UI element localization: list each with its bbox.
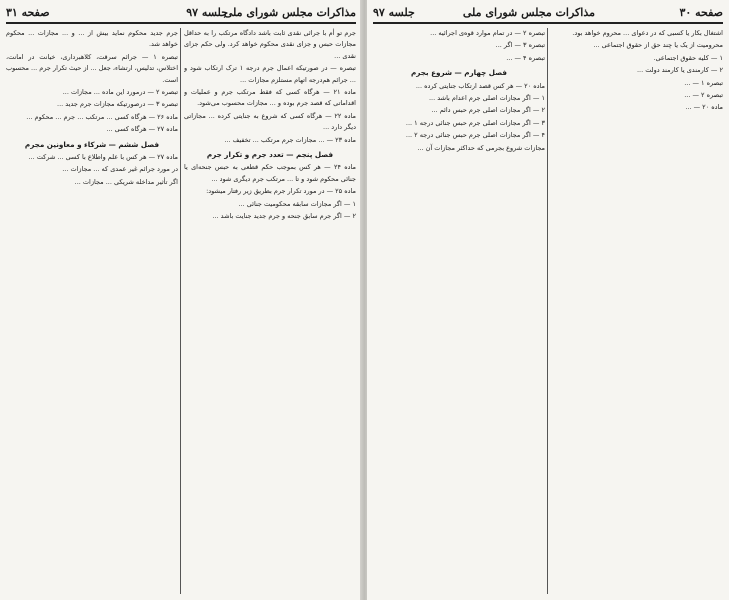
paragraph: تبصره ۲ — در تمام موارد قوه‌ی اجرائیه ... [430, 29, 545, 37]
paragraph: در مورد جرائم غیر عمدی که ... مجازات ... [62, 165, 178, 174]
paragraph: تبصره — در صورتیکه اعمال جرم درجه ۱ ترک ارتکاب شود و ... جرائم هم‌درجه اتهام مستلزم مجازات ... [184, 64, 356, 84]
paragraph: ماده ۲۲ — هرگاه کسی که شروع به جنایتی کرده ... مجازاتی دیگر دارد ... [184, 111, 356, 132]
paragraph: ماده ۲۷ — هرگاه کسی ... [106, 125, 178, 134]
text-column-left [6, 28, 178, 594]
page-31 [0, 0, 362, 600]
paragraph: مجازات شروع بجرمی که حداکثر مجازات آن ... [417, 143, 545, 152]
header-title: مذاکرات مجلس شورای ملی [223, 6, 356, 19]
text-column-right [551, 28, 723, 594]
paragraph: ۲ — کارمندی یا کارمند دولت ... [636, 66, 723, 75]
paragraph: محرومیت از یک یا چند حق از حقوق اجتماعی ... [593, 41, 723, 50]
paragraph: ماده ۲۳ — ... مجازات جرم مرتکب ... تخفیف ... [224, 135, 356, 144]
header-title: مذاکرات مجلس شورای ملی [462, 6, 595, 19]
page-30 [367, 0, 729, 600]
paragraph: ۲ — اگر جرم سابق جنحه و جرم جدید جنایت باشد ... [212, 212, 356, 221]
paragraph: تبصره ۴ — ... [506, 53, 545, 62]
paragraph: ۲ — اگر مجازات اصلی جرم حبس دائم ... [431, 106, 545, 115]
paragraph: ماده ۲۱ — هرگاه کسی که فقط مرتکب جرم و عملیات و اقداماتی که قصد جرم بوده و ... مجازات محسوب می‌شود. [184, 88, 356, 108]
paragraph: اشتغال بکار یا کسبی که در دعوای ... محروم خواهد بود. [572, 29, 723, 37]
header-session: جلسه ۹۷ [186, 6, 228, 19]
column-divider [547, 28, 548, 594]
header-session: جلسه ۹۷ [373, 6, 415, 19]
paragraph: ۱ — اگر مجازات سابقه محکومیت جنائی ... [238, 199, 356, 208]
header-page-number: صفحه ۳۱ [6, 6, 50, 19]
paragraph: ماده ۲۰ — ... [685, 103, 723, 112]
paragraph: ۱ — کلیه حقوق اجتماعی. [653, 53, 723, 62]
paragraph: جرم تو أم با جرائی نقدی ثابت باشد دادگاه مرتکب را به حداقل مجازات حبس و جزای نقدی محکوم خواهد کرد. ولی حکم جزای نقدی ... [184, 29, 356, 60]
page-header [373, 4, 723, 24]
paragraph: اگر تأثیر مداخله شریکی ... مجازات ... [74, 177, 178, 186]
paragraph: ماده ۲۶ — هرگاه کسی ... مرتکب ... جرم ... محکوم ... [26, 112, 178, 121]
paragraph: ۳ — اگر مجازات اصلی جرم حبس جنائی درجه ۱ ... [405, 118, 545, 127]
page-header [6, 4, 356, 24]
paragraph: تبصره ۱ — ... [684, 78, 723, 87]
paragraph: ماده ۲۰ — هر کس قصد ارتکاب جنایتی کرده ... [415, 81, 545, 90]
paragraph: ماده ۲۷ — هر کس با علم واطلاع با کسی ... شرکت ... [28, 153, 178, 162]
paragraph: ۱ — اگر مجازات اصلی جرم اعدام باشد ... [428, 94, 545, 103]
paragraph: تبصره ۳ — درصورتیکه مجازات جرم جدید ... [57, 100, 178, 109]
header-page-number: صفحه ۳۰ [679, 6, 723, 19]
column-divider [180, 28, 181, 594]
paragraph: جرم جدید محکوم نماید بیش از ... و ... مجازات ... محکوم خواهد شد. [6, 29, 178, 49]
paragraph: ماده ۲۵ — در مورد تکرار جرم بطریق زیر رفتار میشود: [206, 187, 356, 196]
paragraph: ۴ — اگر مجازات اصلی جرم حبس جنائی درجه ۲ ... [405, 131, 545, 140]
paragraph: تبصره ۳ — اگر ... [495, 41, 545, 50]
paragraph: تبصره ۲ — درمورد این ماده ... مجازات ... [62, 88, 178, 97]
section-heading: فصل ششم — شرکاء و معاونین مجرم [24, 139, 160, 149]
paragraph: تبصره ۲ — ... [684, 91, 723, 100]
text-column-left [373, 28, 545, 594]
paragraph: ماده ۲۴ — هر کس بموجب حکم قطعی به حبس جنحه‌ای یا جنائی محکوم شود و تا ... مرتکب جرم دیگری شود ... [184, 163, 356, 183]
text-column-right [184, 28, 356, 594]
section-heading: فصل چهارم — شروع بجرم [411, 68, 507, 78]
section-heading: فصل پنجم — تعدد جرم و تکرار جرم [206, 150, 334, 160]
paragraph: تبصره ۱ — جرائم سرقت، کلاهبرداری، خیانت در امانت، اختلاس، تدلیس، ارتشاء، جعل ... از حیث تکرار جرم ... محسوب است. [6, 52, 178, 84]
